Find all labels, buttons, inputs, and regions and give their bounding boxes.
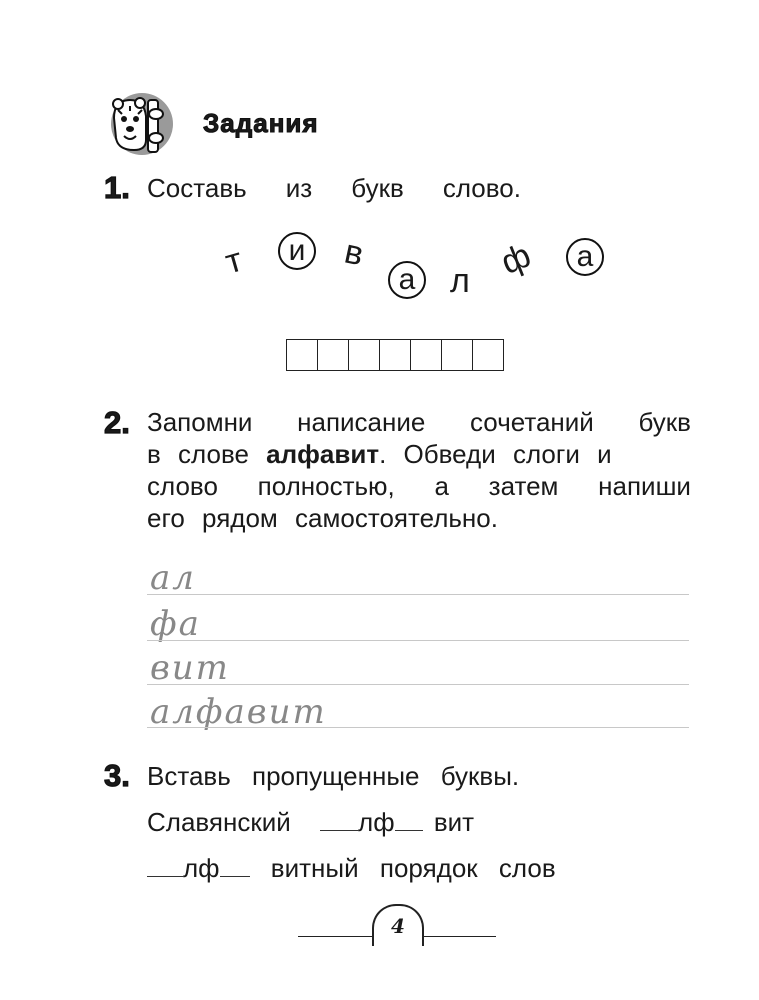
- writing-line: [147, 594, 689, 595]
- task2-text: [147, 406, 691, 534]
- task3-line2: [147, 852, 556, 884]
- circled-letter: а: [566, 238, 604, 276]
- task1-text: [147, 172, 521, 204]
- task1-word: Составь: [147, 173, 247, 203]
- page-number: 4: [372, 904, 424, 946]
- writing-line: [147, 640, 689, 641]
- blank-slot[interactable]: [395, 830, 423, 831]
- task3-line1: [147, 806, 474, 838]
- blank-slot[interactable]: [147, 876, 183, 877]
- copybook-word[interactable]: алфавит: [150, 692, 327, 732]
- task2-number: 2.: [104, 405, 130, 440]
- task1-word: из: [285, 173, 313, 203]
- answer-box[interactable]: [411, 340, 442, 370]
- task3-number: 3.: [104, 758, 130, 793]
- bold-word: алфавит: [266, 439, 380, 469]
- task1-word: слово.: [442, 173, 521, 203]
- word: слов: [498, 853, 556, 883]
- task2-line4: его рядом самостоятельно.: [147, 503, 498, 533]
- circled-letter: и: [278, 232, 316, 270]
- word: Славянский: [147, 807, 291, 837]
- answer-box[interactable]: [318, 340, 349, 370]
- text-pre: в слове: [147, 439, 267, 469]
- copybook-syllable[interactable]: вит: [150, 648, 230, 688]
- section-heading: Задания: [203, 108, 319, 138]
- scrambled-letter: т: [221, 240, 247, 282]
- word: лф: [183, 853, 220, 883]
- text-post: . Обведи слоги и: [379, 439, 612, 469]
- task3-title: Вставь пропущенные буквы.: [147, 761, 520, 791]
- word: витный: [270, 853, 359, 883]
- blank-slot[interactable]: [320, 830, 358, 831]
- answer-box[interactable]: [442, 340, 473, 370]
- scrambled-letter: л: [450, 262, 470, 300]
- scrambled-letter: ф: [495, 236, 537, 282]
- word: букв: [638, 407, 691, 437]
- answer-box[interactable]: [473, 340, 503, 370]
- word: слово: [147, 471, 218, 501]
- word: сочетаний: [470, 407, 594, 437]
- word: а: [434, 471, 449, 501]
- task2-line1: [147, 406, 691, 438]
- answer-box[interactable]: [380, 340, 411, 370]
- scrambled-letter: в: [341, 232, 367, 274]
- task1-word: букв: [351, 173, 404, 203]
- word: порядок: [379, 853, 478, 883]
- word: полностью,: [257, 471, 395, 501]
- writing-line: [147, 727, 689, 728]
- task1-number: 1.: [104, 170, 130, 205]
- word: напиши: [598, 471, 691, 501]
- word: лф: [358, 807, 395, 837]
- writing-line: [147, 684, 689, 685]
- copybook-syllable[interactable]: фа: [150, 604, 201, 644]
- task2-line3: [147, 470, 691, 502]
- circled-letter: а: [388, 261, 426, 299]
- copybook-syllable[interactable]: ал: [150, 558, 196, 598]
- word: вит: [433, 807, 475, 837]
- answer-boxes[interactable]: [286, 339, 504, 371]
- task2-line2: [147, 438, 691, 470]
- word: написание: [297, 407, 426, 437]
- word: затем: [488, 471, 559, 501]
- word: Запомни: [147, 407, 253, 437]
- tiger-mascot-icon: [104, 92, 176, 158]
- answer-box[interactable]: [287, 340, 318, 370]
- blank-slot[interactable]: [220, 876, 250, 877]
- answer-box[interactable]: [349, 340, 380, 370]
